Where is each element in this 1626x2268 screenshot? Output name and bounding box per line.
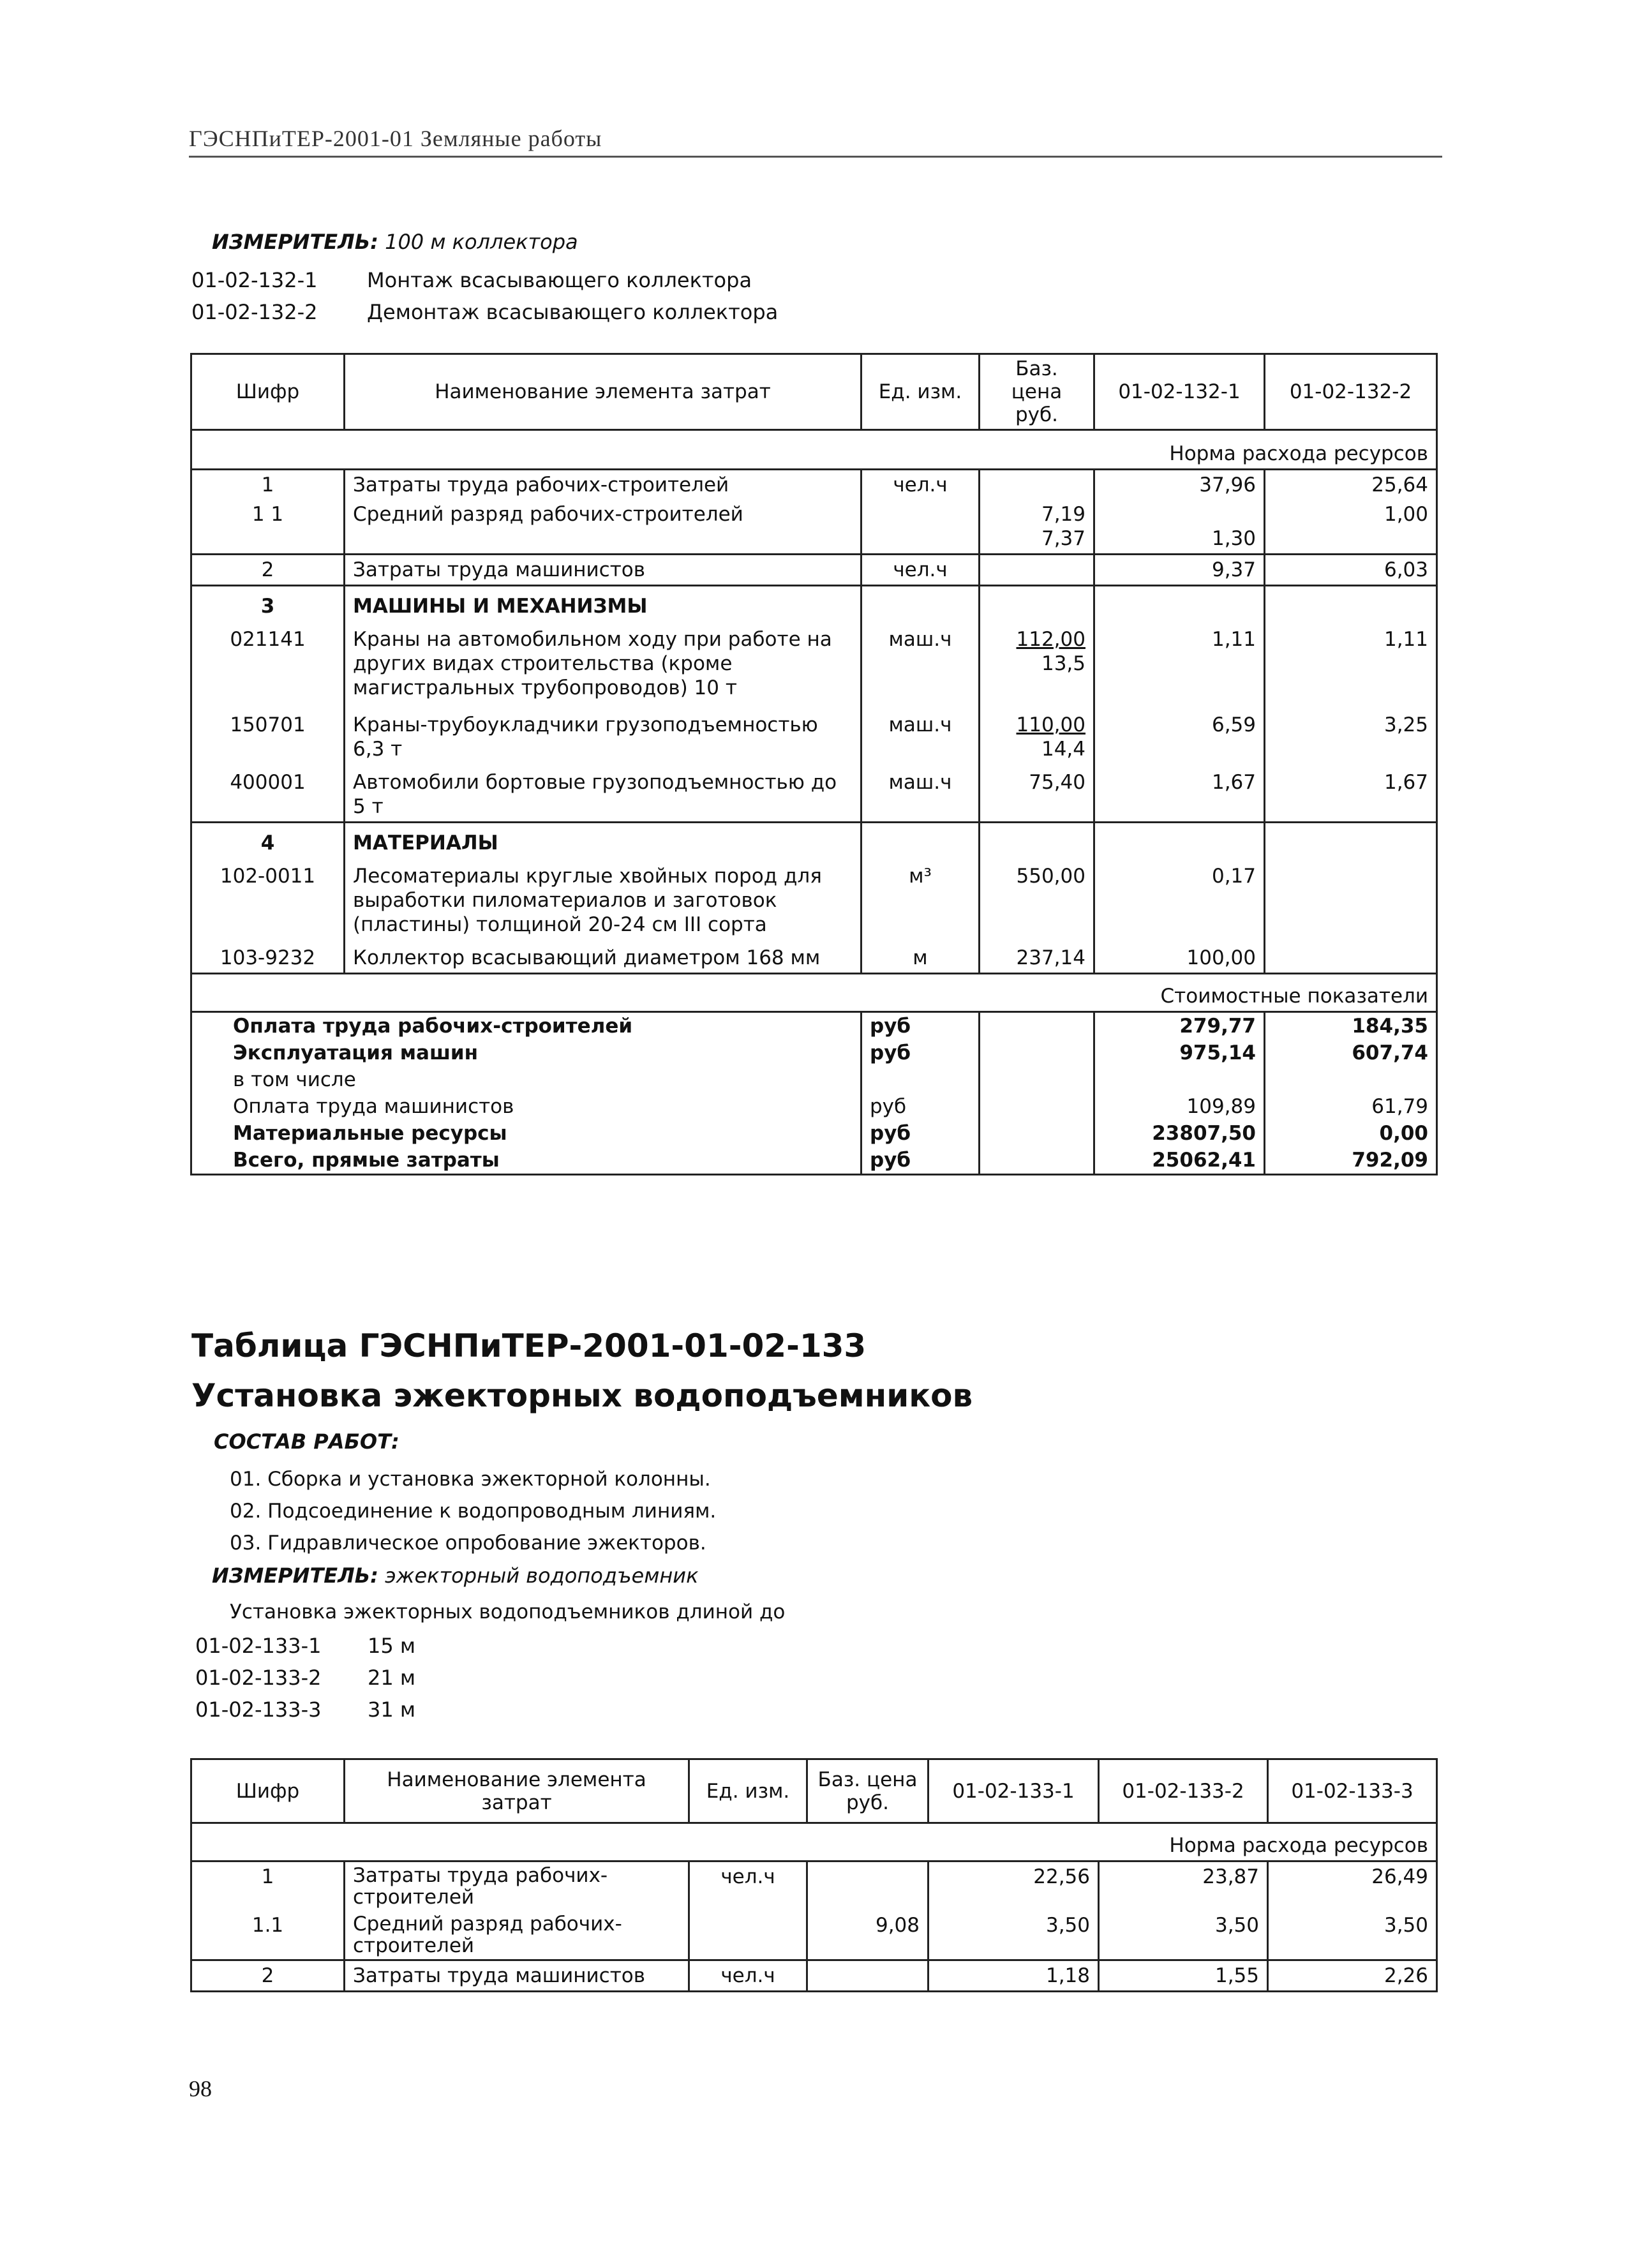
cell-name: Затраты труда машинистов xyxy=(345,1960,689,1992)
header-cell: Баз. цена руб. xyxy=(807,1759,929,1823)
cell-unit: маш.ч xyxy=(861,621,980,703)
cell-name: Краны на автомобильном ходу при работе на других видах строительства (кроме магистральных трубопроводов) 10 т xyxy=(345,621,861,703)
cost-name: Эксплуатация машин xyxy=(191,1040,861,1066)
code-line xyxy=(195,1666,706,1691)
cell-price xyxy=(807,1960,929,1992)
intro-text: Установка эжекторных водоподъемников длиной до xyxy=(230,1600,786,1623)
cost-value: 607,74 xyxy=(1265,1040,1437,1066)
measure-value: 100 м коллектора xyxy=(385,230,578,254)
measure-value: эжекторный водоподъемник xyxy=(385,1563,699,1588)
cell-code: 2 xyxy=(191,555,345,586)
cost-row xyxy=(191,1066,1437,1093)
table-row xyxy=(191,939,1437,974)
cost-name: в том числе xyxy=(191,1066,861,1093)
running-header: ГЭСНПиТЕР-2001-01 Земляные работы xyxy=(189,125,1442,158)
norm-label: Норма расхода ресурсов xyxy=(345,1823,1437,1861)
cell-name: Затраты труда машинистов xyxy=(345,555,861,586)
cell-name: Затраты труда рабочих-строителей xyxy=(345,470,861,500)
price-value: 112,00 xyxy=(1016,628,1085,651)
code-text: 21 м xyxy=(368,1666,416,1690)
cell-unit: чел.ч xyxy=(861,470,980,500)
table-row xyxy=(191,500,1437,555)
code-text: 31 м xyxy=(368,1697,416,1722)
price-value: 7,19 xyxy=(1041,503,1085,526)
work-item: 02. Подсоединение к водопроводным линиям. xyxy=(230,1500,717,1523)
work-composition-label: СОСТАВ РАБОТ: xyxy=(214,1429,399,1454)
table-row xyxy=(191,823,1437,858)
code: 01-02-133-1 xyxy=(195,1634,322,1658)
cell-value: 37,96 xyxy=(1094,470,1265,500)
code: 01-02-132-2 xyxy=(191,300,318,324)
code: 01-02-133-2 xyxy=(195,1666,322,1690)
cell-value: 23,87 xyxy=(1099,1861,1268,1911)
cost-value: 61,79 xyxy=(1265,1093,1437,1120)
cost-label: Стоимостные показатели xyxy=(191,974,1437,1012)
code-line xyxy=(191,268,830,294)
cell-code: 150701 xyxy=(191,703,345,764)
cell-value: 6,03 xyxy=(1265,555,1437,586)
cell-price: 75,40 xyxy=(980,764,1094,823)
cell-unit: маш.ч xyxy=(861,703,980,764)
table-row xyxy=(191,621,1437,703)
cell-unit xyxy=(861,500,980,555)
cost-name: Оплата труда машинистов xyxy=(191,1093,861,1120)
cell-name: Средний разряд рабочих-строителей xyxy=(345,1911,689,1960)
cell-value xyxy=(1094,500,1265,555)
cell-name: Краны-трубоукладчики грузоподъемностью 6,3 т xyxy=(345,703,861,764)
cell-code: 1 1 xyxy=(191,500,345,555)
header-cell: Ед. изм. xyxy=(861,354,980,430)
cell-value: 9,37 xyxy=(1094,555,1265,586)
cost-row xyxy=(191,1147,1437,1175)
cell-value: 1,55 xyxy=(1099,1960,1268,1992)
cost-row xyxy=(191,1093,1437,1120)
header-cell: Шифр xyxy=(191,354,345,430)
cost-unit: руб xyxy=(861,1147,980,1175)
table-row xyxy=(191,586,1437,622)
table-row xyxy=(191,1960,1437,1992)
cost-row xyxy=(191,1012,1437,1040)
cell-value: 100,00 xyxy=(1094,939,1265,974)
header-cell: 01-02-133-2 xyxy=(1099,1759,1268,1823)
cost-value: 279,77 xyxy=(1094,1012,1265,1040)
header-cell: Шифр xyxy=(191,1759,345,1823)
resource-table-133 xyxy=(190,1758,1438,1992)
cell-name: МАТЕРИАЛЫ xyxy=(345,823,861,858)
code-line xyxy=(195,1634,706,1659)
cost-value: 792,09 xyxy=(1265,1147,1437,1175)
cost-value: 23807,50 xyxy=(1094,1120,1265,1147)
cell-code: 102-0011 xyxy=(191,858,345,939)
table-row xyxy=(191,858,1437,939)
cost-value: 184,35 xyxy=(1265,1012,1437,1040)
cell-value: 1,00 xyxy=(1265,500,1437,555)
cell-unit xyxy=(689,1911,807,1960)
cell-value: 1,18 xyxy=(929,1960,1099,1992)
cost-name: Материальные ресурсы xyxy=(191,1120,861,1147)
table-row xyxy=(191,470,1437,500)
cell-price xyxy=(980,621,1094,703)
cost-value: 975,14 xyxy=(1094,1040,1265,1066)
cell-value: 1,11 xyxy=(1265,621,1437,703)
cell-price xyxy=(807,1861,929,1911)
cell-code: 4 xyxy=(191,823,345,858)
table-row xyxy=(191,764,1437,823)
cell-price xyxy=(980,555,1094,586)
code-text: Монтаж всасывающего коллектора xyxy=(367,268,752,292)
cell-value: 1,11 xyxy=(1094,621,1265,703)
code: 01-02-133-3 xyxy=(195,1697,322,1722)
table-row xyxy=(191,1861,1437,1911)
cell-value: 0,17 xyxy=(1094,858,1265,939)
header-cell: 01-02-133-3 xyxy=(1268,1759,1437,1823)
cell-value: 1,67 xyxy=(1094,764,1265,823)
price-value: 7,37 xyxy=(1041,527,1085,550)
cell-value: 3,50 xyxy=(1099,1911,1268,1960)
cell-code: 1 xyxy=(191,1861,345,1911)
cost-name: Всего, прямые затраты xyxy=(191,1147,861,1175)
cell-value: 6,59 xyxy=(1094,703,1265,764)
price-value: 14,4 xyxy=(1041,738,1085,761)
cell-unit: чел.ч xyxy=(861,555,980,586)
cell-price xyxy=(980,703,1094,764)
price-value: 110,00 xyxy=(1016,713,1085,736)
measure-line xyxy=(212,1563,698,1588)
work-item: 01. Сборка и установка эжекторной колонны. xyxy=(230,1468,711,1491)
cell-code: 103-9232 xyxy=(191,939,345,974)
code-text: Демонтаж всасывающего коллектора xyxy=(367,300,779,324)
header-cell: 01-02-133-1 xyxy=(929,1759,1099,1823)
cell-code: 2 xyxy=(191,1960,345,1992)
code-line xyxy=(195,1697,706,1723)
cell-name: Средний разряд рабочих-строителей xyxy=(345,500,861,555)
cell-value: 2,26 xyxy=(1268,1960,1437,1992)
cell-value: 3,25 xyxy=(1265,703,1437,764)
cell-price xyxy=(980,470,1094,500)
cell-unit: м³ xyxy=(861,858,980,939)
measure-line xyxy=(212,230,578,254)
price-value: 13,5 xyxy=(1041,652,1085,675)
table-title: Таблица ГЭСНПиТЕР-2001-01-02-133 xyxy=(191,1327,867,1364)
cell-name: МАШИНЫ И МЕХАНИЗМЫ xyxy=(345,586,861,622)
cell-unit: маш.ч xyxy=(861,764,980,823)
page-number: 98 xyxy=(189,2076,212,2101)
cost-unit: руб xyxy=(861,1012,980,1040)
code-text: 15 м xyxy=(368,1634,416,1658)
cost-value: 109,89 xyxy=(1094,1093,1265,1120)
cell-code: 1.1 xyxy=(191,1911,345,1960)
cell-value xyxy=(1265,939,1437,974)
cost-unit: руб xyxy=(861,1040,980,1066)
cell-value: 25,64 xyxy=(1265,470,1437,500)
table-row xyxy=(191,1911,1437,1960)
cell-unit: м xyxy=(861,939,980,974)
header-cell: 01-02-132-1 xyxy=(1094,354,1265,430)
cell-value: 1,67 xyxy=(1265,764,1437,823)
header-cell: Ед. изм. xyxy=(689,1759,807,1823)
cell-name: Коллектор всасывающий диаметром 168 мм xyxy=(345,939,861,974)
cell-value xyxy=(1265,858,1437,939)
resource-table-132 xyxy=(190,353,1438,1175)
cell-unit: чел.ч xyxy=(689,1861,807,1911)
header-cell: 01-02-132-2 xyxy=(1265,354,1437,430)
header-cell: Наименование элемента затрат xyxy=(345,354,861,430)
code-line xyxy=(191,300,830,325)
header-cell: Наименование элемента затрат xyxy=(345,1759,689,1823)
value: 1,30 xyxy=(1211,527,1256,550)
cell-name: Автомобили бортовые грузоподъемностью до 5 т xyxy=(345,764,861,823)
cell-value: 3,50 xyxy=(929,1911,1099,1960)
cell-code: 400001 xyxy=(191,764,345,823)
work-item: 03. Гидравлическое опробование эжекторов. xyxy=(230,1532,706,1555)
cell-code: 021141 xyxy=(191,621,345,703)
table-row xyxy=(191,703,1437,764)
cost-value: 0,00 xyxy=(1265,1120,1437,1147)
header-cell: Баз. цена руб. xyxy=(980,354,1094,430)
cost-name: Оплата труда рабочих-строителей xyxy=(191,1012,861,1040)
code: 01-02-132-1 xyxy=(191,268,318,292)
cell-name: Затраты труда рабочих-строителей xyxy=(345,1861,689,1911)
cell-name: Лесоматериалы круглые хвойных пород для выработки пиломатериалов и заготовок (пластины) толщиной 20-24 см III сорта xyxy=(345,858,861,939)
norm-label: Норма расхода ресурсов xyxy=(345,430,1437,470)
measure-label: ИЗМЕРИТЕЛЬ: xyxy=(212,230,378,254)
cell-unit: чел.ч xyxy=(689,1960,807,1992)
cost-unit: руб xyxy=(861,1093,980,1120)
cost-value: 25062,41 xyxy=(1094,1147,1265,1175)
cost-row xyxy=(191,1040,1437,1066)
cost-row xyxy=(191,1120,1437,1147)
cell-price xyxy=(980,500,1094,555)
cell-price: 550,00 xyxy=(980,858,1094,939)
table-subtitle: Установка эжекторных водоподъемников xyxy=(191,1377,973,1414)
cell-price: 237,14 xyxy=(980,939,1094,974)
cell-value: 3,50 xyxy=(1268,1911,1437,1960)
cell-value: 22,56 xyxy=(929,1861,1099,1911)
cell-code: 3 xyxy=(191,586,345,622)
cell-code: 1 xyxy=(191,470,345,500)
table-row xyxy=(191,555,1437,586)
cell-price: 9,08 xyxy=(807,1911,929,1960)
cell-value: 26,49 xyxy=(1268,1861,1437,1911)
measure-label: ИЗМЕРИТЕЛЬ: xyxy=(212,1563,378,1588)
cost-unit: руб xyxy=(861,1120,980,1147)
